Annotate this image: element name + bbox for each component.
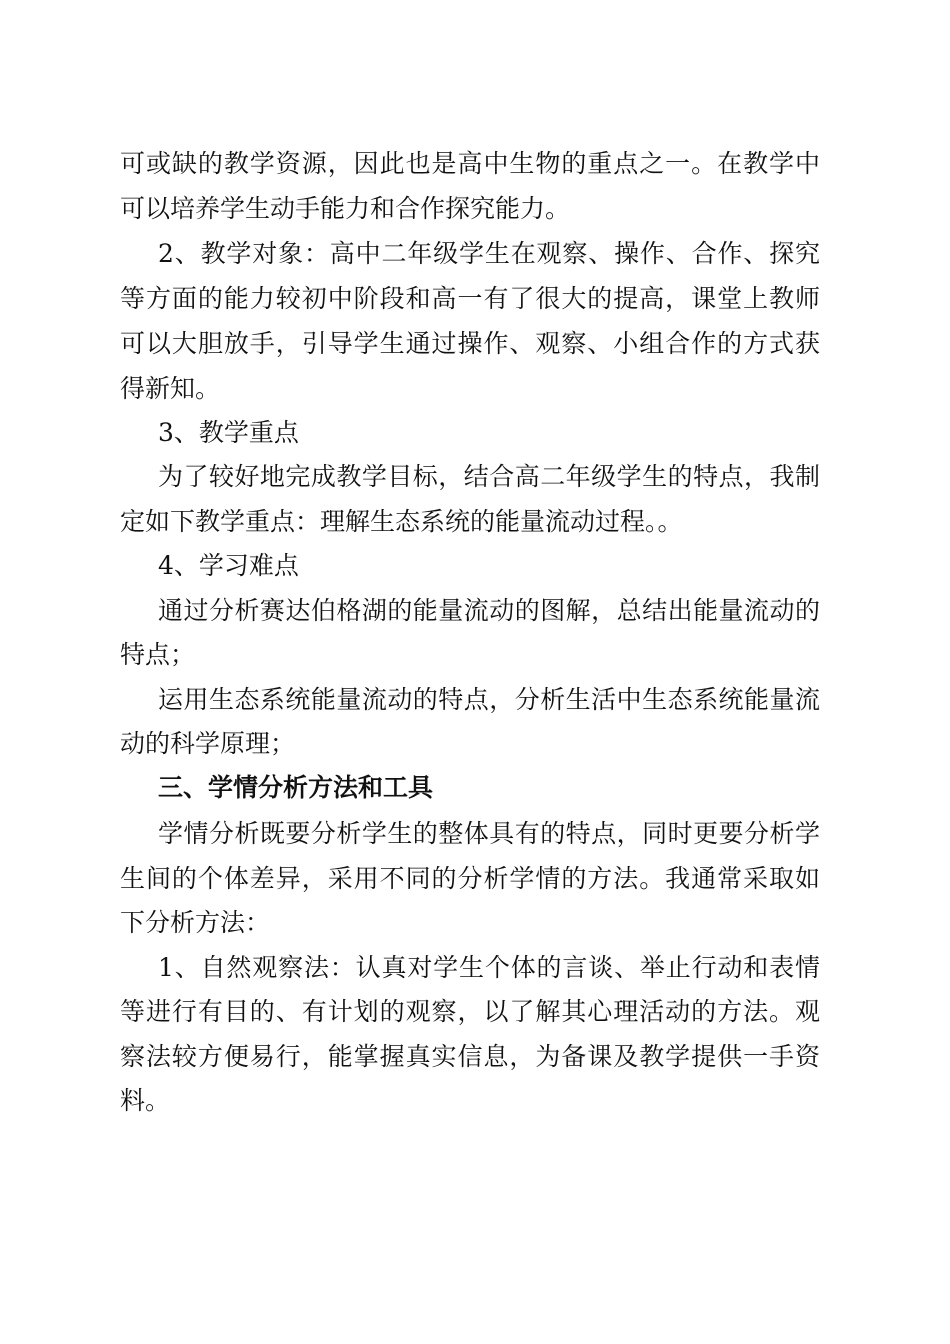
- paragraph-line: 等方面的能力较初中阶段和高一有了很大的提高，课堂上教师: [120, 284, 820, 313]
- paragraph-line: 生间的个体差异，采用不同的分析学情的方法。我通常采取如: [120, 864, 820, 893]
- paragraph-line: 定如下教学重点：理解生态系统的能量流动过程。。: [120, 507, 683, 536]
- section-subheading: 3、教学重点: [158, 418, 299, 447]
- paragraph-line: 下分析方法：: [120, 908, 271, 937]
- paragraph-line: 学情分析既要分析学生的整体具有的特点，同时更要分析学: [158, 819, 820, 848]
- paragraph-line: 2、教学对象：高中二年级学生在观察、操作、合作、探究: [158, 239, 820, 268]
- paragraph-line: 得新知。: [120, 374, 221, 403]
- paragraph-line: 料。: [120, 1086, 171, 1115]
- paragraph-line: 可或缺的教学资源，因此也是高中生物的重点之一。在教学中: [120, 149, 820, 178]
- paragraph-line: 可以大胆放手，引导学生通过操作、观察、小组合作的方式获: [120, 329, 820, 358]
- paragraph-line: 可以培养学生动手能力和合作探究能力。: [120, 194, 571, 223]
- paragraph-line: 运用生态系统能量流动的特点，分析生活中生态系统能量流: [158, 685, 820, 714]
- section-subheading: 4、学习难点: [158, 551, 299, 580]
- paragraph-line: 特点；: [120, 640, 196, 669]
- paragraph-line: 动的科学原理；: [120, 729, 296, 758]
- paragraph-line: 1、自然观察法：认真对学生个体的言谈、举止行动和表情: [158, 953, 820, 982]
- paragraph-line: 通过分析赛达伯格湖的能量流动的图解，总结出能量流动的: [158, 596, 820, 625]
- section-heading: 三、学情分析方法和工具: [158, 773, 434, 802]
- paragraph-line: 察法较方便易行，能掌握真实信息，为备课及教学提供一手资: [120, 1042, 820, 1071]
- paragraph-line: 等进行有目的、有计划的观察，以了解其心理活动的方法。观: [120, 997, 820, 1026]
- paragraph-line: 为了较好地完成教学目标，结合高二年级学生的特点，我制: [158, 462, 820, 491]
